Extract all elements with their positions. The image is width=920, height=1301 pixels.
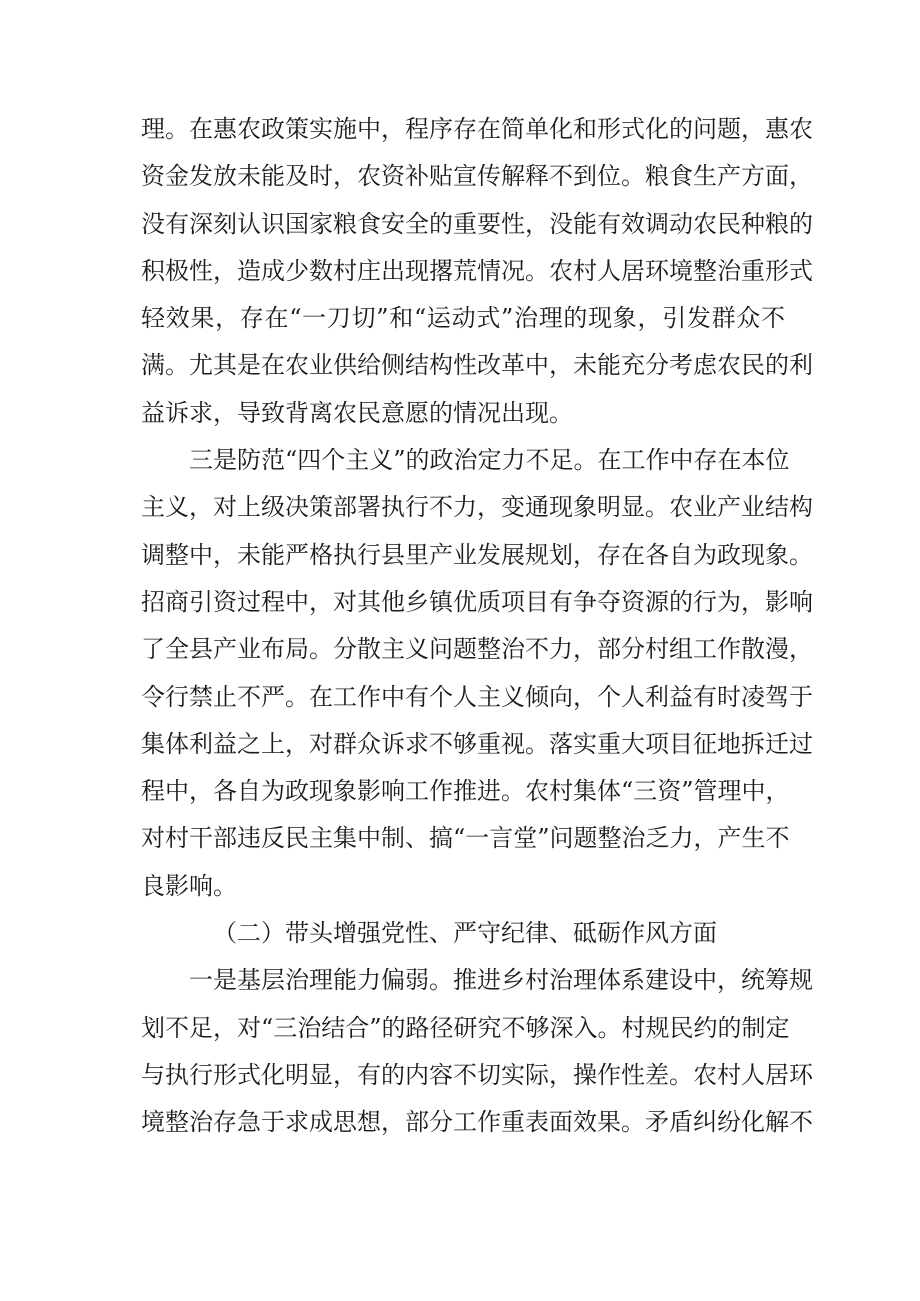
text-line: 调整中，未能严格执行县里产业发展规划，存在各自为政现象。 <box>141 540 813 569</box>
text-line: 益诉求，导致背离农民意愿的情况出现。 <box>141 398 573 427</box>
text-line: 集体利益之上，对群众诉求不够重视。落实重大项目征地拆迁过 <box>141 729 813 758</box>
text-line: 理。在惠农政策实施中，程序存在简单化和形式化的问题，惠农 <box>141 115 813 143</box>
text-line: 境整治存急于求成思想，部分工作重表面效果。矛盾纠纷化解不 <box>141 1108 813 1137</box>
paragraph <box>141 106 813 437</box>
text-line: 招商引资过程中，对其他乡镇优质项目有争夺资源的行为，影响 <box>141 587 813 616</box>
text-line: 主义，对上级决策部署执行不力，变通现象明显。农业产业结构 <box>141 493 813 522</box>
text-line: 三是防范“四个主义”的政治定力不足。在工作中存在本位 <box>189 446 790 475</box>
text-line: 资金发放未能及时，农资补贴宣传解释不到位。粮食生产方面， <box>141 162 813 191</box>
text-line: 一是基层治理能力偏弱。推进乡村治理体系建设中，统筹规 <box>189 966 813 995</box>
text-line: 积极性，造成少数村庄出现撂荒情况。农村人居环境整治重形式 <box>141 256 813 285</box>
document-body <box>141 106 813 1147</box>
text-line: 没有深刻认识国家粮食安全的重要性，没能有效调动农民种粮的 <box>141 209 813 238</box>
paragraph <box>141 957 813 1146</box>
text-line: 程中，各自为政现象影响工作推进。农村集体“三资”管理中， <box>141 777 790 806</box>
paragraph <box>141 437 813 910</box>
text-line: 对村干部违反民主集中制、搞“一言堂”问题整治乏力，产生不 <box>141 824 790 853</box>
text-line: 轻效果，存在“一刀切”和“运动式”治理的现象，引发群众不 <box>141 304 785 333</box>
text-line: 良影响。 <box>141 871 237 900</box>
text-line: 与执行形式化明显，有的内容不切实际，操作性差。农村人居环 <box>141 1060 813 1089</box>
text-line: 了全县产业布局。分散主义问题整治不力，部分村组工作散漫， <box>141 635 813 664</box>
text-line: 令行禁止不严。在工作中有个人主义倾向，个人利益有时凌驾于 <box>141 682 813 711</box>
text-line: 划不足，对“三治结合”的路径研究不够深入。村规民约的制定 <box>141 1013 790 1042</box>
section-heading <box>141 910 785 957</box>
text-line: （二）带头增强党性、严守纪律、砥砺作风方面 <box>213 919 717 948</box>
text-line: 满。尤其是在农业供给侧结构性改革中，未能充分考虑农民的利 <box>141 351 813 380</box>
